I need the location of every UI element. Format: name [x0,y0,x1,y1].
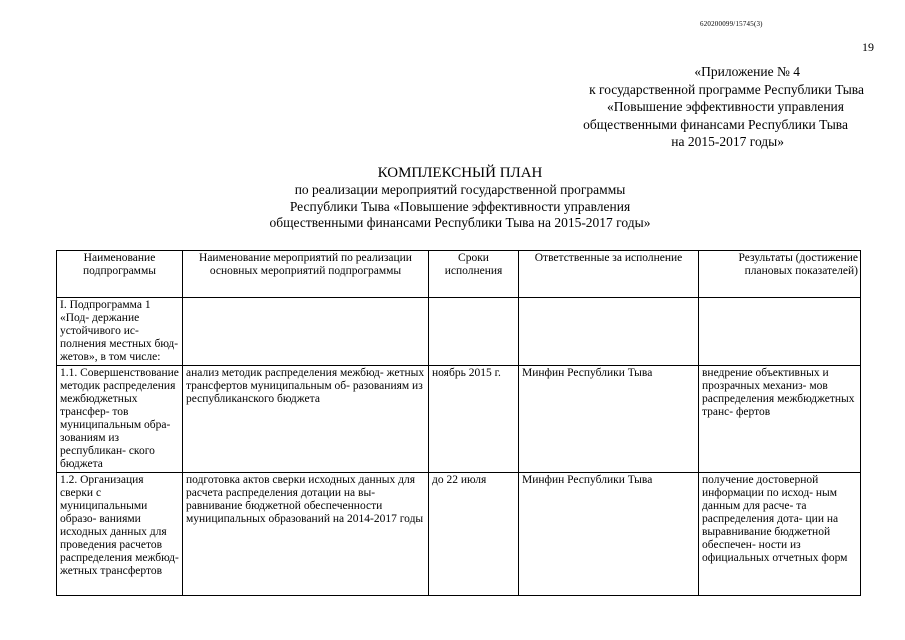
table-cell: анализ методик распределения межбюд- жетных трансфертов муниципальным об- разованиям из республиканского бюджета [183,366,429,473]
table-cell: до 22 июля [429,473,519,596]
table-row [57,366,861,473]
table-cell [183,298,429,366]
appendix-line: «Повышение эффективности управления [606,99,844,114]
table-cell [429,298,519,366]
table-cell: подготовка актов сверки исходных данных для расчета распределения дотации на вы- равнивание бюджетной обеспеченности муниципальных образований на 2014-2017 годы [183,473,429,596]
heading-line: общественными финансами Республики Тыва на 2015-2017 годы» [269,215,651,230]
document-heading [240,164,680,232]
table-cell: внедрение объективных и прозрачных механиз- мов распределения межбюджетных транс- фертов [699,366,861,473]
appendix-note [520,63,880,151]
header-activities: Наименование мероприятий по реализации основных мероприятий подпрограммы [183,251,429,298]
header-responsible: Ответственные за исполнение [519,251,699,298]
appendix-line: к государственной программе Республики Тыва [589,81,864,97]
table-cell: I. Подпрограмма 1 «Под- держание устойчивого ис- полнения местных бюд- жетов», в том числе: [57,298,183,366]
heading-line: по реализации мероприятий государственной программы [294,182,626,197]
header-subprogram: Наименование подпрограммы [57,251,183,298]
table-row [57,298,861,366]
header-deadlines: Сроки исполнения [429,251,519,298]
table-cell: 1.2. Организация сверки с муниципальными образо- ваниями исходных данных для проведения расчетов распределения межбюд- жетных трансфертов [57,473,183,596]
document-title: КОМПЛЕКСНЫЙ ПЛАН [377,165,543,181]
table-cell: получение достоверной информации по исход- ным данным для расче- та распределения дота- ции на выравнивание бюджетной обеспечен- ности из официальных отчетных форм [699,473,861,596]
table-header-row [57,251,861,298]
table-cell [519,298,699,366]
table-cell: Минфин Республики Тыва [519,366,699,473]
appendix-line: «Приложение № 4 [694,64,800,79]
page-number: 19 [862,40,874,54]
appendix-line: общественными финансами Республики Тыва [583,116,848,132]
plan-table [56,250,861,596]
table-cell [699,298,861,366]
header-results: Результаты (достижение плановых показателей) [699,251,861,298]
table-cell: 1.1. Совершенствование методик распределения межбюджетных трансфер- тов муниципальным обра- зованиям из республикан- ского бюджета [57,366,183,473]
table-cell: ноябрь 2015 г. [429,366,519,473]
appendix-line: на 2015-2017 годы» [671,134,784,149]
document-code: 620200099/15745(3) [700,20,763,28]
heading-line: Республики Тыва «Повышение эффективности управления [289,198,631,214]
table-row [57,473,861,596]
table-cell: Минфин Республики Тыва [519,473,699,596]
